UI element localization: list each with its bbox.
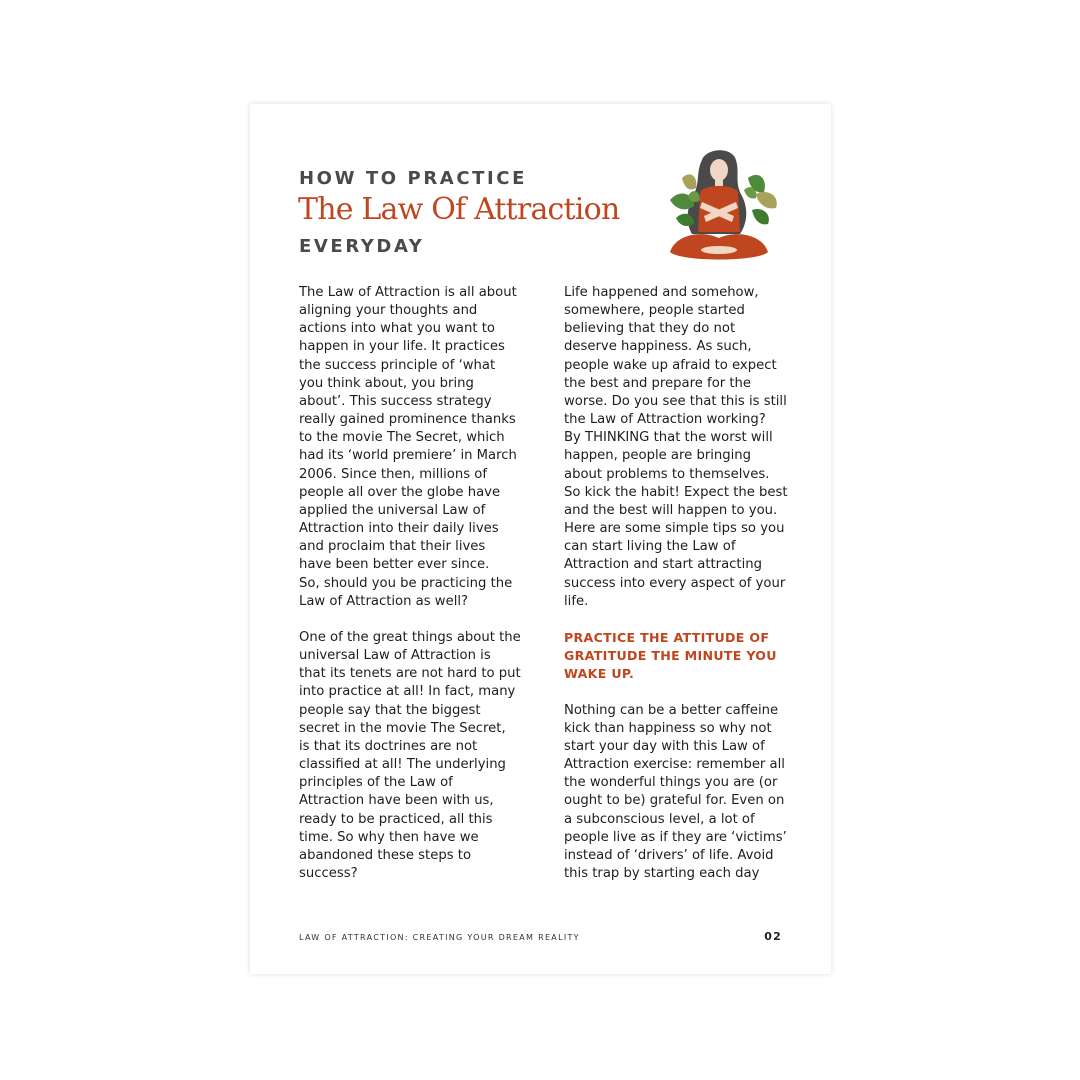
text-line: life. bbox=[564, 593, 589, 609]
text-line: Attraction have been with us, bbox=[299, 793, 494, 809]
text-line: people wake up afraid to expect bbox=[564, 357, 777, 373]
text-line: Here are some simple tips so you bbox=[564, 521, 785, 537]
text-line: you think about, you bring bbox=[299, 375, 474, 391]
text-line: actions into what you want to bbox=[299, 321, 495, 337]
text-line: time. So why then have we bbox=[299, 829, 479, 845]
text-line: aligning your thoughts and bbox=[299, 303, 478, 319]
text-line: about problems to themselves. bbox=[564, 466, 770, 482]
heading-line-1: HOW TO PRACTICE bbox=[299, 168, 528, 189]
text-line: kick than happiness so why not bbox=[564, 720, 772, 736]
text-line: Attraction exercise: remember all bbox=[564, 757, 785, 773]
text-line: this trap by starting each day bbox=[564, 865, 760, 881]
text-line: applied the universal Law of bbox=[299, 502, 486, 518]
text-line: So, should you be practicing the bbox=[299, 575, 513, 591]
footer-title: LAW OF ATTRACTION: CREATING YOUR DREAM REALITY bbox=[299, 933, 580, 942]
paragraph-gap bbox=[564, 611, 786, 629]
text-line: believing that they do not bbox=[564, 321, 736, 337]
document-page bbox=[250, 104, 831, 974]
text-line: secret in the movie The Secret, bbox=[299, 720, 506, 736]
paragraph bbox=[299, 284, 521, 611]
text-line: Law of Attraction as well? bbox=[299, 593, 469, 609]
text-line: the best and prepare for the bbox=[564, 375, 752, 391]
text-line: happen in your life. It practices bbox=[299, 339, 505, 355]
text-line: universal Law of Attraction is bbox=[299, 648, 491, 664]
text-line: and the best will happen to you. bbox=[564, 502, 778, 518]
text-line: is that its doctrines are not bbox=[299, 738, 478, 754]
text-line: ready to be practiced, all this bbox=[299, 811, 493, 827]
text-line: had its ‘world premiere’ in March bbox=[299, 448, 517, 464]
text-line: So kick the habit! Expect the best bbox=[564, 484, 788, 500]
text-line: worse. Do you see that this is still bbox=[564, 393, 787, 409]
paragraph-gap bbox=[299, 611, 521, 629]
heading-line-3: EVERYDAY bbox=[299, 236, 425, 257]
heading-title: The Law Of Attraction bbox=[298, 192, 620, 227]
text-line: somewhere, people started bbox=[564, 303, 745, 319]
meditating-woman-icon bbox=[662, 148, 784, 266]
subheading-line: GRATITUDE THE MINUTE YOU bbox=[564, 648, 777, 664]
paragraph bbox=[564, 702, 786, 884]
section-subheading bbox=[564, 629, 786, 683]
left-column bbox=[299, 284, 521, 883]
paragraph bbox=[564, 284, 786, 611]
text-line: that its tenets are not hard to put bbox=[299, 666, 521, 682]
text-line: deserve happiness. As such, bbox=[564, 339, 752, 355]
text-line: have been better ever since. bbox=[299, 557, 490, 573]
text-line: principles of the Law of bbox=[299, 775, 453, 791]
text-line: people live as if they are ‘victims’ bbox=[564, 829, 787, 845]
text-line: One of the great things about the bbox=[299, 629, 521, 645]
text-line: classified at all! The underlying bbox=[299, 757, 506, 773]
text-line: and proclaim that their lives bbox=[299, 539, 486, 555]
text-line: ought to be) grateful for. Even on bbox=[564, 793, 785, 809]
text-line: abandoned these steps to bbox=[299, 847, 472, 863]
text-line: Life happened and somehow, bbox=[564, 285, 759, 300]
text-line: Nothing can be a better caffeine bbox=[564, 702, 779, 718]
text-line: the success principle of ‘what bbox=[299, 357, 496, 373]
text-line: success? bbox=[299, 865, 358, 881]
text-line: the wonderful things you are (or bbox=[564, 775, 778, 791]
text-line: start your day with this Law of bbox=[564, 738, 765, 754]
page-number: 02 bbox=[764, 930, 782, 943]
text-line: to the movie The Secret, which bbox=[299, 430, 505, 446]
right-column bbox=[564, 284, 786, 883]
text-line: people all over the globe have bbox=[299, 484, 501, 500]
paragraph-gap bbox=[564, 683, 786, 701]
text-line: 2006. Since then, millions of bbox=[299, 466, 487, 482]
text-line: into practice at all! In fact, many bbox=[299, 684, 516, 700]
text-line: instead of ‘drivers’ of life. Avoid bbox=[564, 847, 774, 863]
text-line: Attraction into their daily lives bbox=[299, 521, 499, 537]
text-line: success into every aspect of your bbox=[564, 575, 786, 591]
text-line: can start living the Law of bbox=[564, 539, 736, 555]
text-line: about’. This success strategy bbox=[299, 393, 492, 409]
subheading-line: PRACTICE THE ATTITUDE OF bbox=[564, 629, 770, 645]
text-line: Attraction and start attracting bbox=[564, 557, 762, 573]
text-line: really gained prominence thanks bbox=[299, 412, 516, 428]
paragraph bbox=[299, 629, 521, 883]
text-line: By THINKING that the worst will bbox=[564, 430, 773, 446]
subheading-line: WAKE UP. bbox=[564, 666, 635, 682]
text-line: a subconscious level, a lot of bbox=[564, 811, 755, 827]
text-line: happen, people are bringing bbox=[564, 448, 752, 464]
text-line: the Law of Attraction working? bbox=[564, 412, 766, 428]
text-line: people say that the biggest bbox=[299, 702, 481, 718]
text-line: The Law of Attraction is all about bbox=[299, 285, 517, 300]
